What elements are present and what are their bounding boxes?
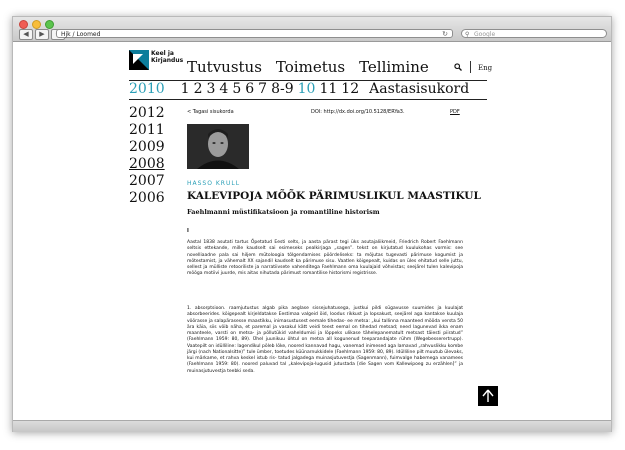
browser-search-field[interactable] (461, 29, 607, 38)
journal-logo-icon[interactable] (129, 50, 149, 70)
address-bar[interactable] (56, 29, 453, 38)
author-photo (187, 124, 249, 169)
minimize-button[interactable] (32, 20, 41, 29)
year-link[interactable]: 2011 (129, 122, 165, 138)
logo-line2: Kirjandus (151, 57, 184, 64)
window-controls (19, 20, 54, 29)
logo-text (151, 50, 183, 64)
back-to-contents-link[interactable]: < Tagasi sisukorda (187, 109, 234, 115)
pdf-link[interactable]: PDF (450, 109, 460, 115)
magnifier-icon: ⚲ (465, 31, 470, 38)
address-text: Hjk / Loomed (61, 31, 101, 38)
language-switch[interactable]: Eng (478, 64, 493, 72)
issue-number[interactable]: 5 (232, 81, 242, 97)
issue-number[interactable]: 1 (180, 81, 190, 97)
year-link-hover[interactable]: 2008 (129, 156, 165, 172)
issue-number[interactable]: 2 (193, 81, 203, 97)
menu-item-toimetus[interactable]: Toimetus (275, 58, 346, 76)
current-year[interactable]: 2010 (129, 81, 165, 97)
article-subtitle: Faehlmanni müstifikatsioon ja romantiline historism (187, 208, 380, 216)
year-link[interactable]: 2006 (129, 190, 165, 206)
logo-line1: Keel ja (151, 50, 174, 57)
browser-window (12, 16, 612, 432)
arrow-up-icon[interactable] (478, 386, 498, 406)
author-name: HASSO KRULL (187, 180, 241, 187)
issue-number[interactable]: 6 (245, 81, 255, 97)
back-button[interactable]: ◀ (19, 29, 33, 40)
menu-item-tutvustus[interactable]: Tutvustus (187, 58, 262, 76)
forward-button[interactable]: ▶ (35, 29, 49, 40)
doi-link[interactable]: DOI: http://dx.doi.org/10.5128/ERYa3. (311, 109, 405, 115)
close-button[interactable] (19, 20, 28, 29)
issue-navigation (129, 81, 469, 97)
menu-item-tellimine[interactable]: Tellimine (359, 58, 429, 76)
reload-icon[interactable]: ↻ (442, 30, 448, 38)
year-link[interactable]: 2012 (129, 105, 165, 121)
article-paragraph: Aastal 1838 asutati tartus Õpetatud Eesti selts, ja aasta pärast tegi üks asutajaliikmeid, Friedrich Robert Faehlmann seltsis ettekande, mille kaudselt sai esimeseks pealkirjaga „sagen”. tekst on kirjutatud kuulukohas vormis: see novelliaadne pala sai hiljem mütoloogia tõlgendamises põõrdeliseks: ta mõjutas tugevasti pärimuse kogumist ja mõtestamist, ja vähemalt XX sajandil kaudselt ka pärimuse sisu. Vaatlen kõigepealt, kuidas on üles ehitatud selle juttu, sellest ja mülliste retooriliste ja narratiivsete vahenditega Faehlmann oma kuulajaid võhvistas; seejärel tulen kalevipoja mõõga motiivi juurde, mis aitas nihutada pärimust romantilise historismi registrisse. (187, 240, 463, 277)
year-list (129, 105, 165, 207)
year-link[interactable]: 2009 (129, 139, 165, 155)
web-page (13, 42, 611, 431)
issue-number[interactable]: 3 (206, 81, 216, 97)
issue-number[interactable]: 8-9 (271, 81, 294, 97)
status-bar (13, 420, 611, 432)
issue-number[interactable]: 11 (319, 81, 338, 97)
section-number: I (187, 228, 189, 234)
article-title: KALEVIPOJA MÕÕK PÄRIMUSLIKUL MAASTIKUL (187, 190, 481, 202)
main-menu (187, 58, 429, 76)
article-paragraph: 1. absorptsioon. raamjutustus algab pika aeglase sissejuhatusega, justkui pildi sügavusse suumides ja kuulajat absorbeerides. kõigepealt kirjeldatakse Eestimaa valgeid öid, loodus rikkust ja lopsakust, seejärel aga kantakse kuulaja võõrasse ja salapärasesse maastikku, inimasustusest eemale tihedas- ee metsa: „kui tallinna maanteed mööda versta 50 ära käia, siis võib näha, et paremal ja vasakul kätt veidi teest eemal on tihedad metsad; need lagunevad ikka enam maanteele, varsti on metsa- ja põllutükid vaheldumisi ja lõppeks ulikase tähelepanematult metsast täiesti piiratud” (Faehlmann 1959: 80, 89). Ühel juunikuu õhtul on metsa all kogunenud teeparandajate rühm (Wegebesserertrupp). Vaatepilt on idülliline: lagendikul põleb lõke, noored kannavad hagu, vanemad inimesed aga lamavad „rahvuslikku kombe järgi (nach Nationalsitte)” tule ümber, toetudes küünarnukkidele (Faehlmann 1959: 80, 89). Idülliline pilt muutub ülevaks, kui märkame, et rahva keskel istub ris- tatud jalgadega muinasjutuvestja (Sagenmann), fuimvalge habemega vanamees (Faehlmann 1959: 80). noored paluvad tal „kalevipoja-lugusid jutustada [die Sagen vom Kallewipoeg zu erzählen]” ja muinasjutuvestja teebki seda. (187, 306, 463, 374)
browser-toolbar (13, 17, 611, 42)
issue-number[interactable]: 12 (341, 81, 360, 97)
issue-number[interactable]: 7 (258, 81, 268, 97)
issue-number-active[interactable]: 10 (297, 81, 316, 97)
divider (470, 61, 471, 73)
divider (129, 99, 487, 100)
zoom-button[interactable] (45, 20, 54, 29)
issue-number[interactable]: 4 (219, 81, 229, 97)
search-placeholder: Google (474, 31, 496, 38)
year-link[interactable]: 2007 (129, 173, 165, 189)
search-icon[interactable] (454, 63, 462, 71)
annual-contents-link[interactable]: Aastasisukord (369, 81, 470, 97)
